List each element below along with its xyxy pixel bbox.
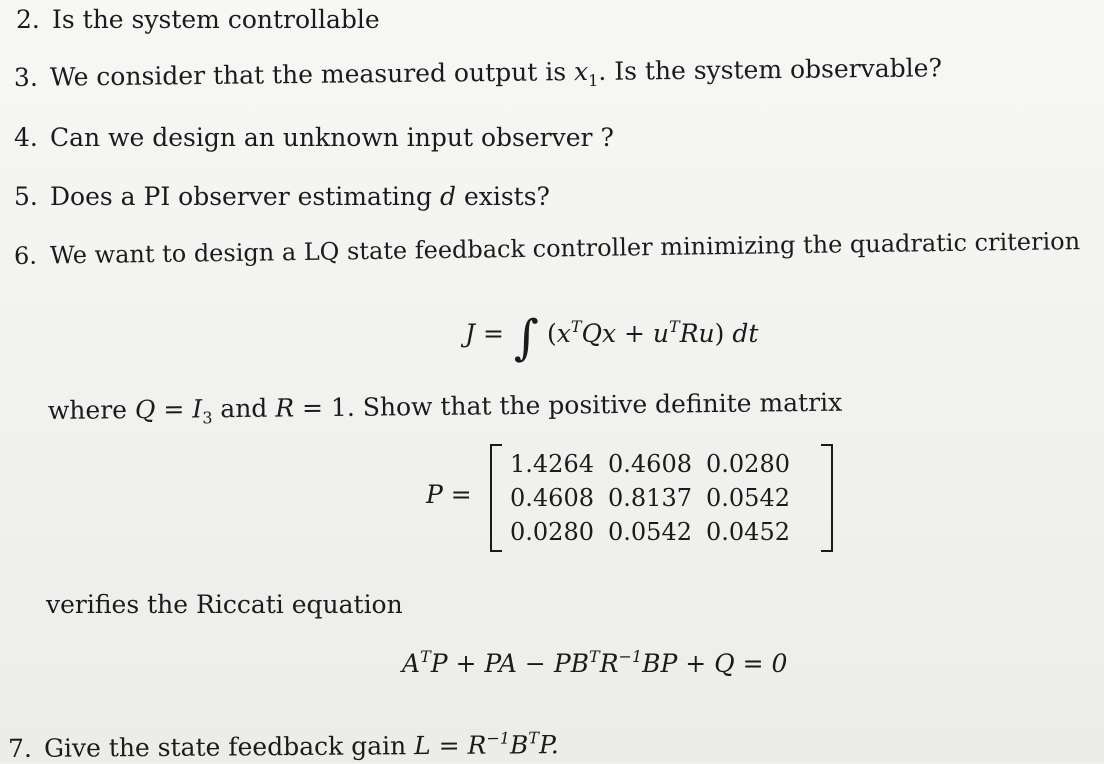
equals-sign: = xyxy=(163,394,185,424)
math-subscript: 3 xyxy=(202,408,213,428)
paren-open: ( xyxy=(546,319,557,348)
where-word: where xyxy=(47,395,128,425)
matrix-cell: 0.0542 xyxy=(706,484,790,512)
math-transpose: T xyxy=(669,317,680,336)
math-inverse: −1 xyxy=(486,728,510,748)
and-word: and xyxy=(220,393,268,424)
riccati-intro-text: verifies the Riccati equation xyxy=(46,590,403,619)
math-subscript: 1 xyxy=(588,70,599,90)
question-number: 5. xyxy=(14,182,38,211)
question-6 xyxy=(14,226,1080,271)
math-term: P + PA − PB xyxy=(430,649,590,678)
question-2 xyxy=(16,5,380,35)
question-number: 4. xyxy=(14,123,38,152)
criterion-lhs: J = xyxy=(465,319,504,348)
matrix-cell: 0.0542 xyxy=(608,518,692,546)
question-4 xyxy=(14,123,614,153)
matrix-cell: 0.0280 xyxy=(510,518,594,546)
question-number: 3. xyxy=(13,62,38,92)
matrix-cell: 0.4608 xyxy=(608,450,692,478)
riccati-equation xyxy=(402,642,787,679)
question-text: Can we design an unknown input observer ? xyxy=(50,123,614,152)
math-transpose: T xyxy=(420,647,431,666)
question-text: Is the system controllable xyxy=(52,5,380,34)
math-term-end: BP + Q = 0 xyxy=(642,649,788,678)
math-qx: Qx + u xyxy=(581,319,670,348)
math-inverse: −1 xyxy=(618,647,643,666)
left-bracket xyxy=(490,444,502,552)
question-number: 7. xyxy=(7,733,32,763)
math-a: A xyxy=(402,649,421,678)
matrix-cell: 0.8137 xyxy=(608,484,692,512)
question-number: 6. xyxy=(13,241,38,270)
question-text-end: . Is the system observable? xyxy=(598,53,943,86)
math-variable: d xyxy=(439,182,456,211)
math-q: Q xyxy=(134,394,156,425)
question-5 xyxy=(14,182,550,212)
where-text: = 1. Show that the positive definite matrix xyxy=(301,387,843,423)
question-3 xyxy=(14,53,942,102)
right-bracket xyxy=(821,444,833,552)
matrix-cell: 0.0280 xyxy=(706,450,790,478)
matrix-grid xyxy=(510,448,802,548)
question-text: Does a PI observer estimating xyxy=(50,182,433,211)
matrix-cell: 0.0452 xyxy=(706,518,790,546)
math-transpose: T xyxy=(528,728,540,748)
criterion-equation xyxy=(465,310,759,366)
riccati-intro xyxy=(46,590,403,620)
matrix-cell: 0.4608 xyxy=(510,484,594,512)
question-text: We want to design a LQ state feedback controller minimizing the quadratic criterion xyxy=(49,227,1081,270)
math-i: I xyxy=(192,394,203,424)
matrix-cell: 1.4264 xyxy=(510,450,594,478)
math-p: P. xyxy=(538,730,559,760)
question-number: 2. xyxy=(16,5,40,34)
question-text: We consider that the measured output is xyxy=(49,57,567,92)
math-x: x xyxy=(556,319,571,348)
math-r: R xyxy=(275,393,295,423)
question-text-end: exists? xyxy=(463,182,550,211)
question-text: Give the state feedback gain xyxy=(43,731,407,763)
matrix-label: P = xyxy=(426,480,472,509)
math-variable: x xyxy=(573,56,589,87)
where-line xyxy=(48,388,843,435)
integral-sign: ∫ xyxy=(513,310,539,366)
math-b: B xyxy=(509,730,529,760)
math-transpose: T xyxy=(570,317,582,336)
question-7 xyxy=(8,723,559,764)
math-transpose: T xyxy=(589,647,600,666)
math-ru: Ru xyxy=(679,319,715,348)
paren-close: ) xyxy=(714,319,725,348)
math-dt: dt xyxy=(732,319,759,348)
math-gain: L = R xyxy=(414,730,487,761)
math-r: R xyxy=(599,649,619,678)
